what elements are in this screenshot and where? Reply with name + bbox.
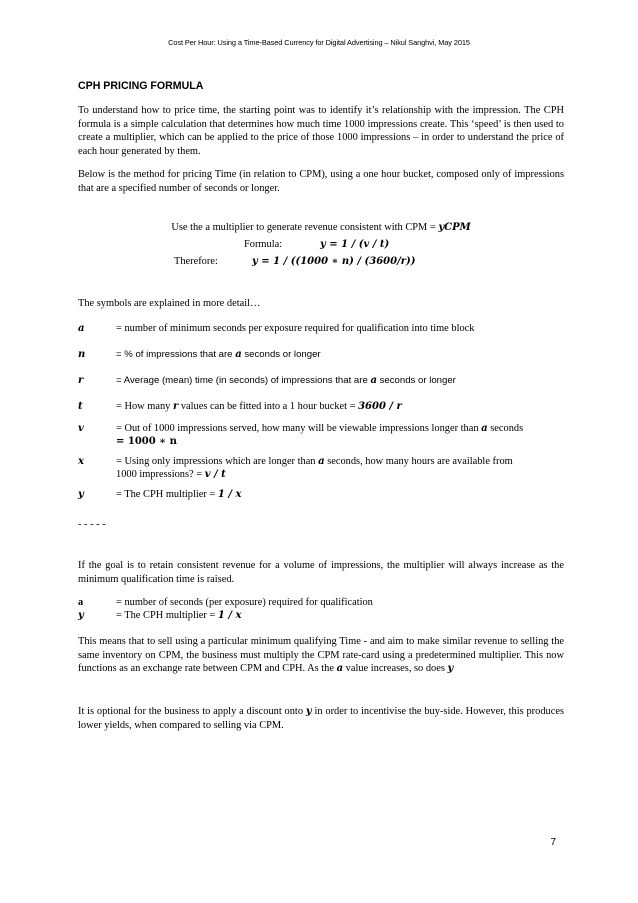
definition-t-text: = How many r values can be fitted into a 1 hour bucket = 3600 / r: [116, 401, 402, 412]
definition2-a-text: = number of seconds (per exposure) required for qualification: [116, 597, 373, 608]
definition-a-text: = number of minimum seconds per exposure required for qualification into time block: [116, 323, 475, 334]
definition-n-text: = % of impressions that are a seconds or longer: [116, 349, 321, 360]
page-number: 7: [550, 837, 556, 848]
formula-line-1: [78, 222, 564, 233]
symbol-v: v: [78, 423, 84, 434]
discount-paragraph: It is optional for the business to apply a discount onto y in order to incentivise the buy-side. However, this produces lower yields, when compared to selling via CPM.: [78, 706, 564, 731]
definition2-y-text: = The CPH multiplier = 1 / x: [116, 610, 242, 621]
formula-expression: y = 1 / (v / t): [320, 239, 390, 250]
therefore-expression: y = 1 / ((1000 ∗ n) / (3600/r)): [252, 256, 416, 267]
running-header: Cost Per Hour: Using a Time-Based Currency for Digital Advertising – Nikul Sanghvi, May 2015: [168, 38, 470, 47]
definition-r-text: = Average (mean) time (in seconds) of impressions that are a seconds or longer: [116, 375, 456, 386]
separator: - - - - -: [78, 519, 106, 530]
definition-x-text: = Using only impressions which are longer than a seconds, how many hours are available from 1000 impressions? = v / t: [116, 456, 513, 481]
symbol-r: r: [78, 375, 84, 386]
symbol-y: y: [78, 489, 84, 500]
intro-paragraph: To understand how to price time, the starting point was to identify it’s relationship with the impression. The CPH formula is a simple calculation that determines how much time 1000 impressions create. This ‘speed’ is then used to create a multiplier, which can be applied to the price of those 1000 impressions – in order to understand the price of each hour generated by them.: [78, 105, 564, 157]
formula-line-1-math: yCPM: [438, 222, 471, 233]
symbol2-a: a: [78, 597, 84, 608]
symbol-a: a: [78, 323, 85, 334]
exchange-rate-paragraph: This means that to sell using a particular minimum qualifying Time - and aim to make similar revenue to selling the same inventory on CPM, the business must multiply the CPM rate-card using a predetermined multiplier. This now functions as an exchange rate between CPM and CPH. As the a value increases, so does y: [78, 636, 564, 675]
section-title: CPH PRICING FORMULA: [78, 80, 204, 92]
definition-v-text: = Out of 1000 impressions served, how many will be viewable impressions longer than a seconds = 1000 ∗ n: [116, 423, 524, 448]
symbol-n: n: [78, 349, 86, 360]
therefore-label: Therefore:: [174, 256, 218, 267]
definition-y-text: = The CPH multiplier = 1 / x: [116, 489, 242, 500]
consistency-paragraph: If the goal is to retain consistent revenue for a volume of impressions, the multiplier will always increase as the minimum qualification time is raised.: [78, 560, 564, 585]
symbol-t: t: [78, 401, 83, 412]
symbol-x: x: [78, 456, 84, 467]
formula-line-1-text: Use the a multiplier to generate revenue consistent with CPM =: [171, 222, 439, 233]
symbol2-y: y: [78, 610, 84, 621]
symbols-intro: The symbols are explained in more detail…: [78, 298, 261, 309]
formula-label: Formula:: [244, 239, 283, 250]
method-paragraph: Below is the method for pricing Time (in relation to CPM), using a one hour bucket, composed only of impressions that are a specified number of seconds or longer.: [78, 169, 564, 194]
